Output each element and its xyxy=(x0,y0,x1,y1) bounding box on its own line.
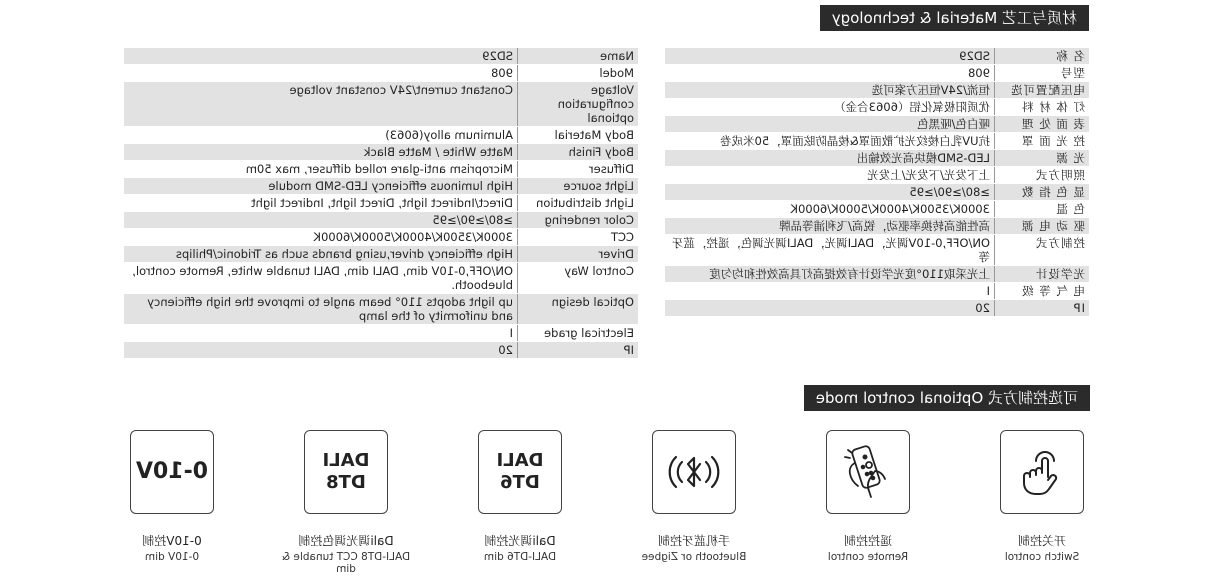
spec-en-label: Light source xyxy=(518,178,639,195)
spec-cn-value: SD29 xyxy=(665,48,995,65)
spec-en-value: I xyxy=(124,325,518,342)
spec-cn-value: ON/OFF,0-10V调光，DALI调光，DALI调光调色，遥控，蓝牙等 xyxy=(665,235,995,266)
spec-cn-value: 抗UV乳白棱纹光扩散面罩&棱晶防眩面罩，50米成卷 xyxy=(665,133,995,150)
spec-cn-value: 908 xyxy=(665,65,995,82)
spec-en-row xyxy=(124,263,638,294)
spec-en-label: Control Way xyxy=(518,263,639,294)
dali-dt6-card xyxy=(478,430,562,514)
spec-cn-label: 控 光 面 罩 xyxy=(995,133,1090,150)
spec-en-label: Body Finish xyxy=(518,144,639,161)
spec-cn-row xyxy=(665,235,1089,266)
spec-cn-row xyxy=(665,184,1089,201)
switch-touch-icon xyxy=(1020,447,1064,497)
spec-cn-value: 哑白色/哑黑色 xyxy=(665,116,995,133)
spec-cn-row xyxy=(665,300,1089,317)
switch-control-title: 开关控制 xyxy=(1018,534,1067,548)
spec-en-value: SD29 xyxy=(124,48,518,65)
spec-en-row xyxy=(124,48,638,65)
dali-dt8-icon: DALI DT8 xyxy=(322,450,370,493)
spec-en-value: Matte White / Matte Black xyxy=(124,144,518,161)
spec-en-label: Driver xyxy=(518,246,639,263)
spec-cn-row xyxy=(665,116,1089,133)
spec-en-row xyxy=(124,342,638,359)
spec-cn-value: 优质阳极氧化铝（6063合金） xyxy=(665,99,995,116)
remote-control-card xyxy=(826,430,910,514)
spec-cn-label: 名 称 xyxy=(995,48,1090,65)
remote-control-icon xyxy=(843,443,893,501)
spec-cn-value: 3000K/3500K/4000K/5000K/6000K xyxy=(665,201,995,218)
spec-en-label: Optical design xyxy=(518,294,639,325)
spec-cn-value: 高性能高转换率驱动，锐高/飞利浦等品牌 xyxy=(665,218,995,235)
bluetooth-control-card xyxy=(652,430,736,514)
spec-cn-value: 上光采取110°度光学设计有效提高灯具高效性和均匀度 xyxy=(665,266,995,283)
zero-ten-v-icon: 0-10V xyxy=(135,459,209,484)
spec-cn-row xyxy=(665,150,1089,167)
spec-en-row xyxy=(124,246,638,263)
spec-cn-row xyxy=(665,65,1089,82)
dali-dt6-icon: DALI DT6 xyxy=(496,450,544,493)
switch-control-card xyxy=(1000,430,1084,514)
spec-cn-value: 20 xyxy=(665,300,995,317)
spec-en-value: High luminous efficiency LED-SMD module xyxy=(124,178,518,195)
spec-cn-label: 光学设计 xyxy=(995,266,1090,283)
spec-cn-label: IP xyxy=(995,300,1090,317)
spec-en-value: up light adopts 110° beam angle to improve the high efficiency and uniformity of the lamp xyxy=(124,294,518,325)
spec-en-row xyxy=(124,294,638,325)
zero-ten-v-card xyxy=(130,430,214,514)
bluetooth-signal-icon xyxy=(663,450,725,494)
spec-cn-row xyxy=(665,133,1089,150)
spec-en-value: Microprism anti-glare rolled diffuser, max 50m xyxy=(124,161,518,178)
spec-cn-row xyxy=(665,266,1089,283)
control-heading: 可选控制方式 Optional control mode xyxy=(804,385,1090,411)
spec-cn-label: 灯 体 材 料 xyxy=(995,99,1090,116)
spec-en-value: Aluminum alloy(6063) xyxy=(124,127,518,144)
spec-en-value: Direct/Indirect light, Direct light, Indirect light xyxy=(124,195,518,212)
spec-en-value: Constant current/24V constant voltage xyxy=(124,82,518,127)
spec-en-label: Diffuser xyxy=(518,161,639,178)
spec-en-row xyxy=(124,229,638,246)
spec-en-row xyxy=(124,195,638,212)
zero-ten-v-subtitle: 0-10V dim xyxy=(144,551,200,563)
spec-cn-label: 光 源 xyxy=(995,150,1090,167)
dali-dt8-subtitle: DALI-DT8 CCT tunable & dim xyxy=(281,551,411,575)
spec-en-value: 3000K/3500K/4000K/5000K/6000K xyxy=(124,229,518,246)
dali-dt8-title: Dali调光调色控制 xyxy=(298,534,394,548)
spec-cn-label: 表 面 处 理 xyxy=(995,116,1090,133)
spec-en-label: CCT xyxy=(518,229,639,246)
spec-table-cn xyxy=(665,48,1089,317)
spec-en-row xyxy=(124,144,638,161)
switch-control-subtitle: Switch control xyxy=(1004,551,1080,563)
zero-ten-v-title: 0-10V控制 xyxy=(142,534,202,548)
spec-cn-label: 驱 动 电 源 xyxy=(995,218,1090,235)
spec-en-value: ON/OFF,0-10V dim, DALI dim, DALI tunable white, Remote control, bluebooth. xyxy=(124,263,518,294)
spec-cn-value: 上下发光/下发光/上发光 xyxy=(665,167,995,184)
spec-en-row xyxy=(124,65,638,82)
bluetooth-control-title: 手机蓝牙控制 xyxy=(658,534,731,548)
spec-en-label: Body Material xyxy=(518,127,639,144)
spec-en-label: Color rendering xyxy=(518,212,639,229)
spec-en-row xyxy=(124,212,638,229)
spec-cn-value: LED-SMD模块高光效输出 xyxy=(665,150,995,167)
bluetooth-control-subtitle: Bluetooth or Zigbee xyxy=(641,551,747,563)
spec-cn-value: 恒流/24V恒压方案可选 xyxy=(665,82,995,99)
spec-cn-label: 照明方式 xyxy=(995,167,1090,184)
spec-en-label: Light distribution xyxy=(518,195,639,212)
spec-cn-label: 色 温 xyxy=(995,201,1090,218)
spec-en-row xyxy=(124,325,638,342)
spec-en-value: High efficiency driver,using brands such as Tridonic/Philips xyxy=(124,246,518,263)
spec-en-row xyxy=(124,161,638,178)
spec-en-row xyxy=(124,82,638,127)
dali-dt6-title: Dali调光控制 xyxy=(484,534,556,548)
spec-table-en xyxy=(124,48,638,359)
dali-dt8-card xyxy=(304,430,388,514)
spec-en-value: 20 xyxy=(124,342,518,359)
remote-control-title: 遥控控制 xyxy=(844,534,893,548)
spec-cn-row xyxy=(665,167,1089,184)
spec-cn-row xyxy=(665,201,1089,218)
remote-control-subtitle: Remote control xyxy=(827,551,909,563)
spec-cn-value: ≥80/≥90/≥95 xyxy=(665,184,995,201)
spec-en-label: Electrical grade xyxy=(518,325,639,342)
material-heading: 材质与工艺 Material & technology xyxy=(820,5,1089,31)
spec-cn-row xyxy=(665,99,1089,116)
spec-en-label: Model xyxy=(518,65,639,82)
spec-cn-label: 电 气 等 级 xyxy=(995,283,1090,300)
spec-cn-value: I xyxy=(665,283,995,300)
spec-cn-row xyxy=(665,48,1089,65)
spec-cn-label: 控制方式 xyxy=(995,235,1090,266)
spec-cn-label: 型号 xyxy=(995,65,1090,82)
spec-en-label: Name xyxy=(518,48,639,65)
spec-en-value: ≥80/≥90/≥95 xyxy=(124,212,518,229)
spec-en-row xyxy=(124,178,638,195)
spec-cn-row xyxy=(665,82,1089,99)
spec-cn-label: 显 色 指 数 xyxy=(995,184,1090,201)
spec-en-row xyxy=(124,127,638,144)
spec-en-label: IP xyxy=(518,342,639,359)
dali-dt6-subtitle: DALI-DT6 dim xyxy=(483,551,557,563)
spec-en-value: 908 xyxy=(124,65,518,82)
spec-cn-row xyxy=(665,218,1089,235)
spec-cn-label: 电压配置可选 xyxy=(995,82,1090,99)
spec-cn-row xyxy=(665,283,1089,300)
spec-en-label: Voltage configuration optional xyxy=(518,82,639,127)
